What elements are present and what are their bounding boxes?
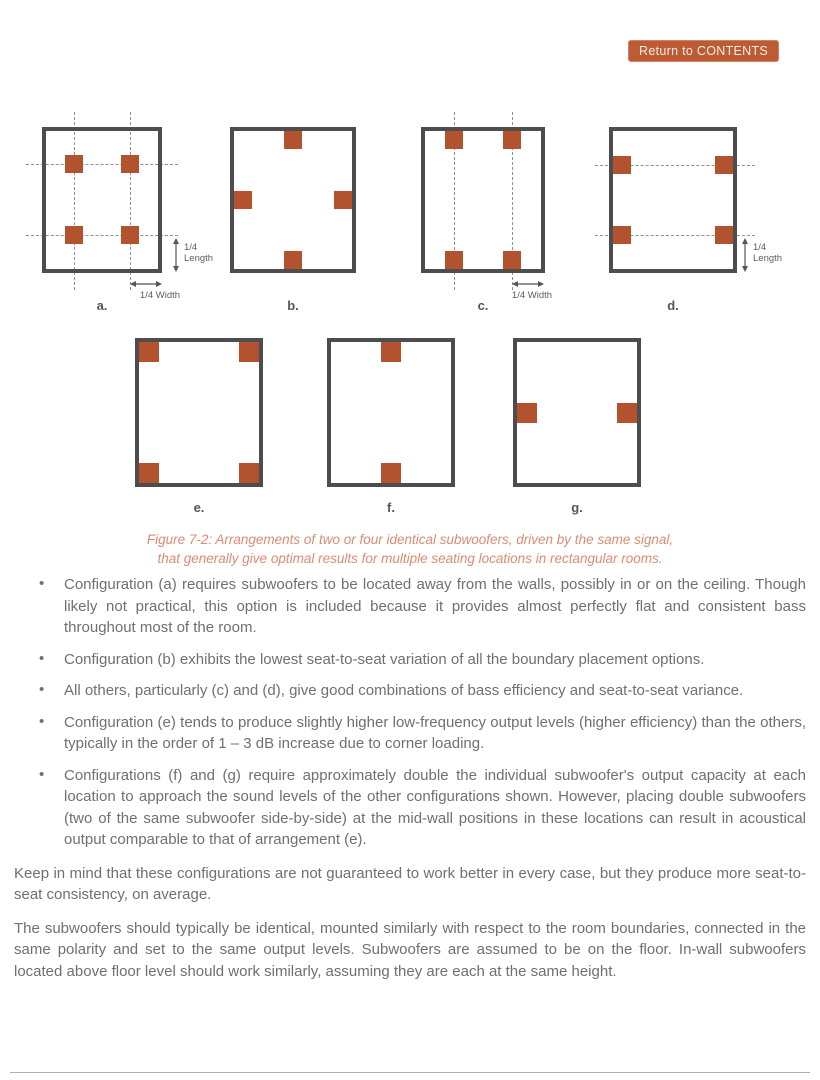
diagram-label-f: f. xyxy=(387,500,395,515)
subwoofer-marker xyxy=(445,131,463,149)
subwoofer-marker xyxy=(613,156,631,174)
subwoofer-marker xyxy=(517,403,537,423)
list-item xyxy=(14,680,806,702)
room-d xyxy=(609,127,737,273)
diagram-label-c: c. xyxy=(477,298,489,313)
dim-quarter-text: 1/4 xyxy=(184,242,198,253)
subwoofer-marker xyxy=(715,156,733,174)
list-item xyxy=(14,649,806,671)
paragraph-keep-in-mind: Keep in mind that these configurations are not guaranteed to work better in every case, but they produce more seat-to-seat consistency, on average. xyxy=(14,864,806,903)
dim-quarter-width-label: 1/4 Width xyxy=(139,290,181,301)
subwoofer-marker xyxy=(503,251,521,269)
subwoofer-marker xyxy=(613,226,631,244)
diagram-label-a: a. xyxy=(96,298,108,313)
subwoofer-marker xyxy=(381,342,401,362)
subwoofer-marker xyxy=(121,155,139,173)
paragraph-subwoofers-identical: The subwoofers should typically be identical, mounted similarly with respect to the room boundaries, connected in the same polarity and set to the same output levels. Subwoofers are assumed to be on the floor. In-wall subwoofers located above floor level should work similarly, assuming they are each at the same height. xyxy=(14,919,806,980)
bullet-marker: • xyxy=(39,575,45,592)
subwoofer-marker xyxy=(121,226,139,244)
return-to-contents-button[interactable]: Return to CONTENTS xyxy=(628,40,779,62)
subwoofer-marker xyxy=(239,342,259,362)
bullet-text-configurations-f-g: Configurations (f) and (g) require approximately double the individual subwoofer's output capacity at each location to approach the sound levels of the other configurations shown. However, placing double subwoofers (two of the same subwoofer side-by-side) at the mid-wall positions in these locations can result in acoustical output comparable to that of arrangement (e). xyxy=(64,766,806,848)
dim-quarter-length-label xyxy=(753,242,782,264)
diagram-label-b: b. xyxy=(287,298,299,313)
vertical-dimension-arrow-icon xyxy=(741,238,749,272)
subwoofer-marker xyxy=(234,191,252,209)
subwoofer-marker xyxy=(284,131,302,149)
dim-quarter-text: 1/4 xyxy=(753,242,767,253)
horizontal-dimension-arrow-icon xyxy=(130,280,162,288)
room-c xyxy=(421,127,545,273)
list-item xyxy=(14,712,806,755)
figure-caption-line-1: Figure 7-2: Arrangements of two or four identical subwoofers, driven by the same signal, xyxy=(146,532,674,547)
bullet-marker: • xyxy=(39,649,45,667)
dim-quarter-length-label xyxy=(184,242,213,264)
subwoofer-marker xyxy=(617,403,637,423)
bullet-marker: • xyxy=(39,712,45,730)
subwoofer-marker xyxy=(334,191,352,209)
dim-length-text: Length xyxy=(753,253,783,264)
bullet-marker: • xyxy=(39,765,45,783)
bullet-text-configuration-b: Configuration (b) exhibits the lowest seat-to-seat variation of all the boundary placement options. xyxy=(64,650,705,668)
subwoofer-marker xyxy=(284,251,302,269)
bullet-text-configuration-a: Configuration (a) requires subwoofers to be located away from the walls, possibly in or on the ceiling. Though likely not practical, this option is included because it provides almost perfectly flat and consistent bass throughout most of the room. xyxy=(64,576,806,636)
dim-quarter-width-label: 1/4 Width xyxy=(511,290,553,301)
body-text xyxy=(14,574,806,982)
subwoofer-marker xyxy=(239,463,259,483)
diagram-label-d: d. xyxy=(667,298,679,313)
subwoofer-marker xyxy=(445,251,463,269)
subwoofer-marker xyxy=(139,342,159,362)
subwoofer-marker xyxy=(503,131,521,149)
horizontal-dimension-arrow-icon xyxy=(512,280,544,288)
subwoofer-marker xyxy=(65,155,83,173)
bullet-text-configurations-c-d: All others, particularly (c) and (d), give good combinations of bass efficiency and seat-to-seat variance. xyxy=(64,682,744,699)
room-a xyxy=(42,127,162,273)
subwoofer-marker xyxy=(381,463,401,483)
figure-caption-line-2: that generally give optimal results for multiple seating locations in rectangular rooms. xyxy=(157,551,663,566)
subwoofer-marker xyxy=(715,226,733,244)
list-item xyxy=(14,574,806,639)
vertical-dimension-arrow-icon xyxy=(172,238,180,272)
list-item xyxy=(14,765,806,851)
diagram-label-g: g. xyxy=(571,500,583,515)
bullet-marker: • xyxy=(39,681,45,698)
dim-length-text: Length xyxy=(184,253,214,264)
page-bottom-divider xyxy=(10,1072,810,1073)
bullet-text-configuration-e: Configuration (e) tends to produce slightly higher low-frequency output levels (higher efficiency) than the others, typically in the order of 1 – 3 dB increase due to corner loading. xyxy=(64,713,806,752)
subwoofer-marker xyxy=(65,226,83,244)
diagram-label-e: e. xyxy=(193,500,205,515)
figure-caption xyxy=(0,530,820,568)
subwoofer-marker xyxy=(139,463,159,483)
